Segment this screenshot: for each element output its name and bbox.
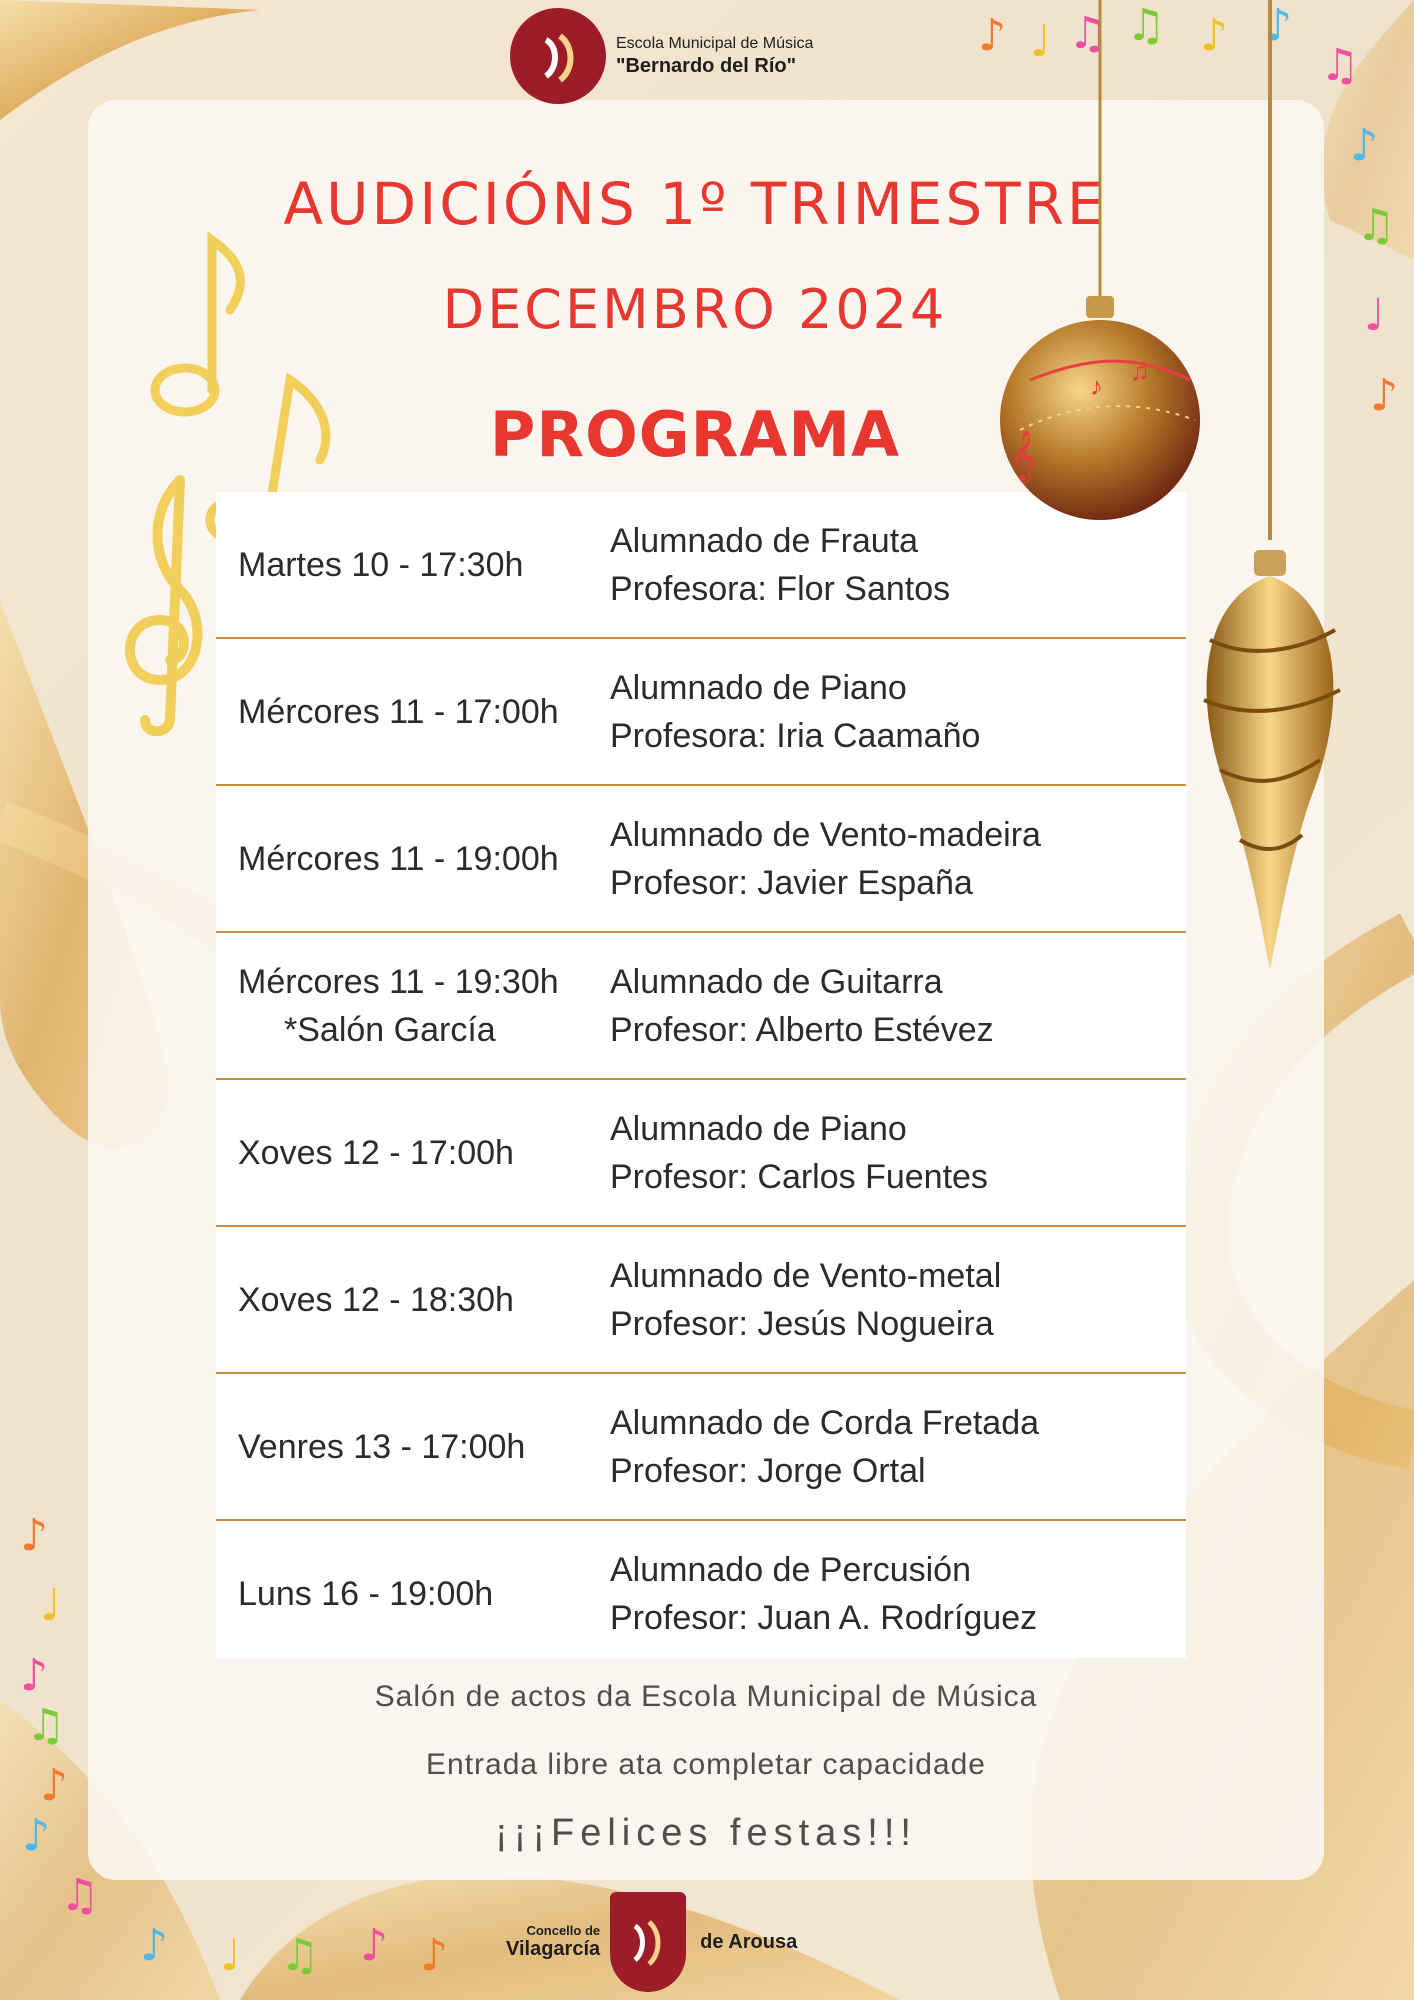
- music-note-icon: ♪: [140, 1920, 169, 1971]
- schedule-time: Xoves 12 - 17:00h: [238, 1133, 514, 1172]
- svg-text:♫: ♫: [1130, 356, 1150, 386]
- svg-text:𝄞: 𝄞: [1010, 431, 1037, 480]
- schedule-group: Alumnado de Piano: [610, 1109, 907, 1148]
- music-note-icon: ♫: [1068, 8, 1108, 59]
- schedule-time: Luns 16 - 19:00h: [238, 1574, 494, 1613]
- music-note-icon: ♪: [978, 10, 1007, 61]
- music-note-icon: ♩: [220, 1930, 241, 1981]
- schedule-teacher: Profesor: Javier España: [610, 863, 973, 902]
- schedule-time: Mércores 11 - 19:30h: [238, 962, 559, 1001]
- christmas-ornament-icon: [1190, 0, 1350, 980]
- schedule-group: Alumnado de Guitarra: [610, 962, 943, 1001]
- music-note-icon: ♫: [60, 1870, 100, 1921]
- title-auditions: AUDICIÓNS 1º TRIMESTRE: [283, 170, 1107, 238]
- music-note-icon: ♪: [420, 1930, 449, 1981]
- schedule-teacher: Profesor: Carlos Fuentes: [610, 1157, 988, 1196]
- table-row: [216, 1080, 1186, 1227]
- schedule-time: Martes 10 - 17:30h: [238, 545, 524, 584]
- music-note-icon: ♫: [280, 1930, 320, 1981]
- music-note-icon: ♪: [22, 1810, 51, 1861]
- music-note-icon: ♫: [26, 1700, 66, 1751]
- council-logo: [506, 1892, 797, 1992]
- music-note-icon: ♪: [20, 1510, 49, 1561]
- music-note-icon: ♫: [1356, 200, 1396, 251]
- schedule-group: Alumnado de Corda Fretada: [610, 1403, 1040, 1442]
- schedule-group: Alumnado de Piano: [610, 668, 907, 707]
- music-note-icon: ♪: [20, 1650, 49, 1701]
- schedule-group: Alumnado de Percusión: [610, 1550, 972, 1589]
- schedule-group: Alumnado de Vento-madeira: [610, 815, 1041, 854]
- schedule-table: [216, 492, 1186, 1658]
- table-row: [216, 786, 1186, 933]
- schedule-place: *Salón García: [284, 1010, 496, 1049]
- schedule-time: Xoves 12 - 18:30h: [238, 1280, 514, 1319]
- schedule-time: Mércores 11 - 19:00h: [238, 839, 559, 878]
- schedule-teacher: Profesora: Iria Caamaño: [610, 716, 981, 755]
- council-shield-icon: [610, 1892, 686, 1992]
- title-date: DECEMBRO 2024: [442, 278, 948, 341]
- council-name-left: Vilagarcía: [506, 1938, 601, 1960]
- schedule-teacher: Profesor: Alberto Estévez: [610, 1010, 994, 1049]
- schedule-teacher: Profesor: Jorge Ortal: [610, 1451, 926, 1490]
- school-name-line2: "Bernardo del Río": [616, 55, 797, 77]
- music-note-icon: ♫: [1320, 40, 1360, 91]
- music-note-icon: ♩: [1364, 290, 1385, 341]
- schedule-teacher: Profesor: Juan A. Rodríguez: [610, 1598, 1038, 1637]
- school-logo: [510, 8, 813, 104]
- greeting-text: ¡¡¡Felices festas!!!: [495, 1812, 917, 1854]
- schedule-teacher: Profesora: Flor Santos: [610, 569, 951, 608]
- music-note-icon: ♪: [1350, 120, 1379, 171]
- title-program: PROGRAMA: [489, 398, 901, 471]
- christmas-ornament-icon: [990, 0, 1210, 540]
- table-row: [216, 1521, 1186, 1666]
- music-note-icon: ♪: [1370, 370, 1399, 421]
- music-note-icon: ♩: [1030, 16, 1051, 67]
- schedule-teacher: Profesor: Jesús Nogueira: [610, 1304, 994, 1343]
- schedule-time: Venres 13 - 17:00h: [238, 1427, 526, 1466]
- schedule-time-cell: [216, 958, 610, 1054]
- schedule-time: Mércores 11 - 17:00h: [238, 692, 559, 731]
- council-label: Concello de: [526, 1923, 601, 1938]
- music-note-icon: ♪: [360, 1920, 389, 1971]
- music-note-icon: ♪: [1200, 10, 1229, 61]
- council-name-right: de Arousa: [700, 1930, 798, 1953]
- schedule-group: Alumnado de Vento-metal: [610, 1256, 1002, 1295]
- music-note-icon: ♪: [1264, 0, 1293, 51]
- svg-text:♪: ♪: [1090, 371, 1103, 401]
- music-note-icon: ♪: [40, 1760, 69, 1811]
- entry-text: Entrada libre ata completar capacidade: [426, 1748, 986, 1781]
- school-emblem-icon: [510, 8, 606, 104]
- music-note-icon: ♫: [1126, 0, 1166, 51]
- venue-text: Salón de actos da Escola Municipal de Música: [374, 1680, 1038, 1713]
- table-row: [216, 1227, 1186, 1374]
- table-row: [216, 1374, 1186, 1521]
- music-note-icon: ♩: [40, 1580, 61, 1631]
- school-name-line1: Escola Municipal de Música: [616, 35, 814, 52]
- table-row: [216, 639, 1186, 786]
- table-row: [216, 933, 1186, 1080]
- schedule-group: Alumnado de Frauta: [610, 521, 919, 560]
